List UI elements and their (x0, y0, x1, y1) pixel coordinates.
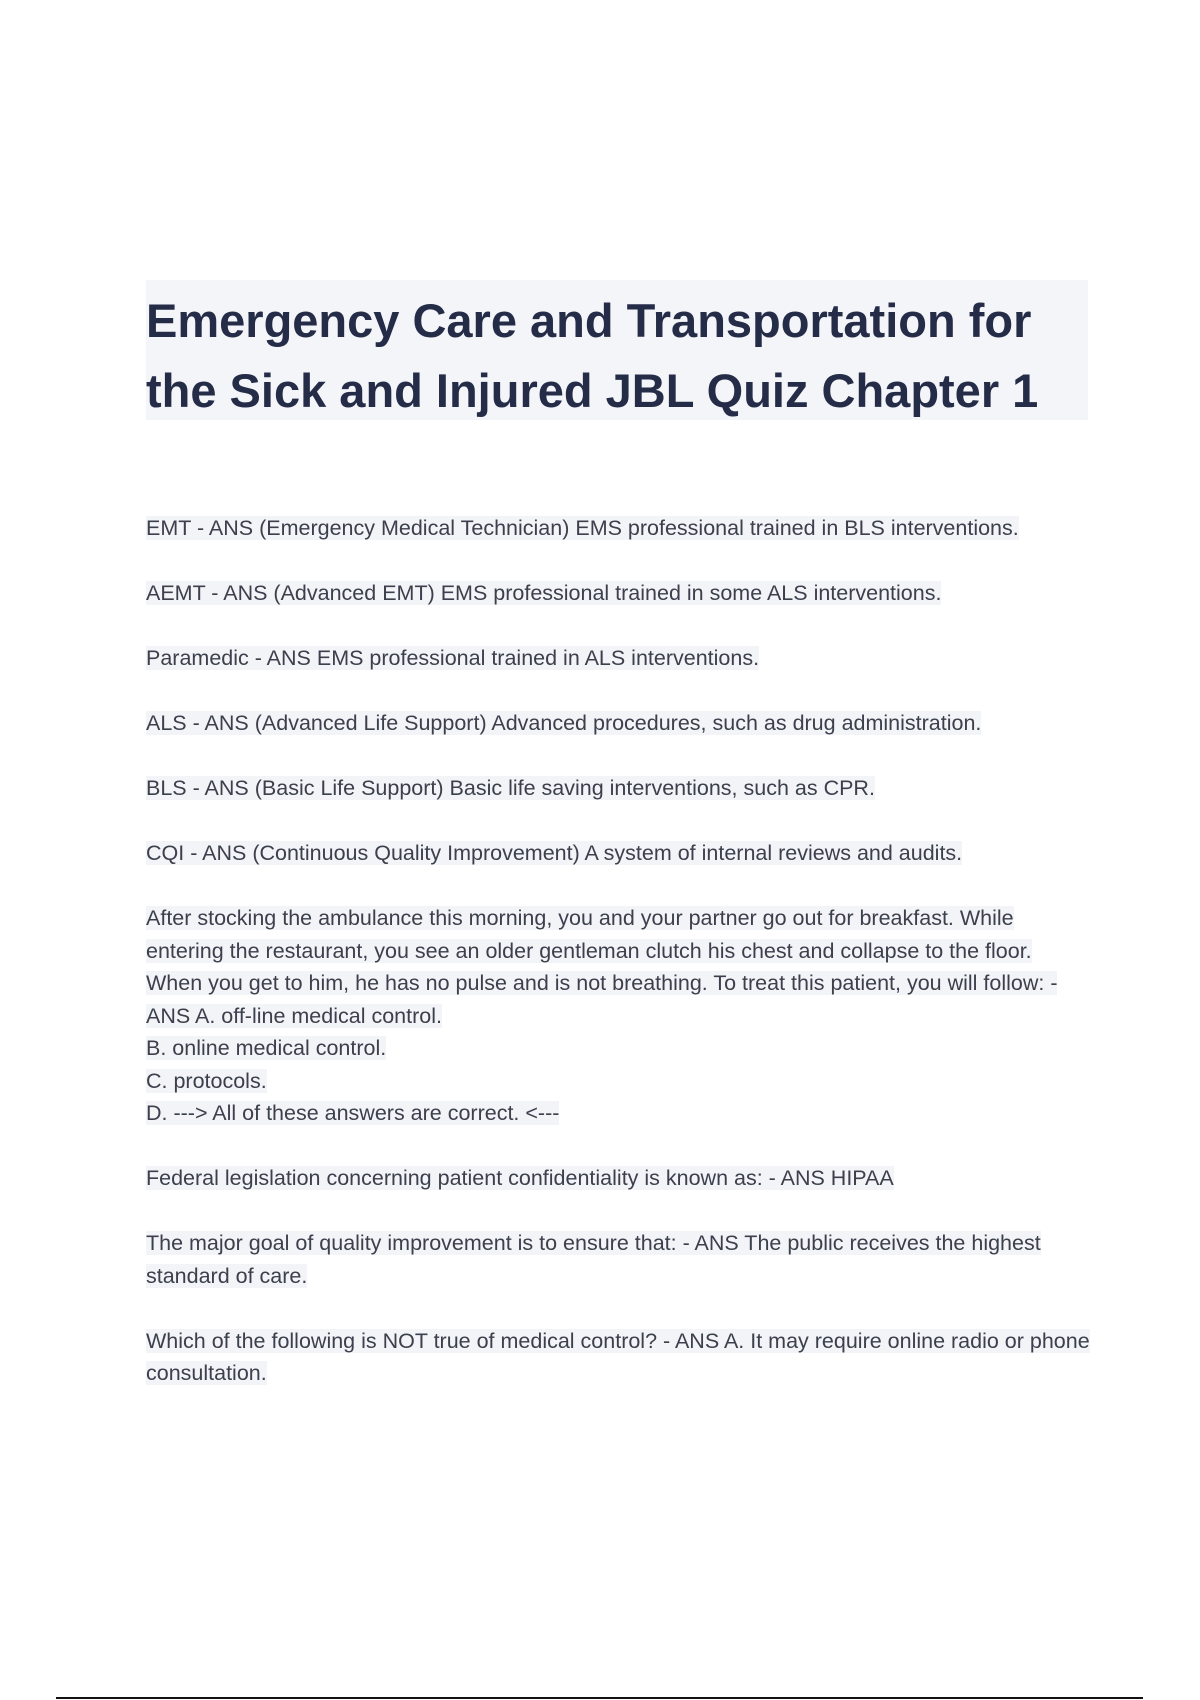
question-option: B. online medical control. (146, 1036, 387, 1060)
qa-item (146, 772, 1091, 805)
question-option: C. protocols. (146, 1068, 267, 1093)
question-option: D. ---> All of these answers are correct. <--- (146, 1101, 560, 1125)
document-title: Emergency Care and Transportation for the Sick and Injured JBL Quiz Chapter 1 (146, 294, 1039, 417)
qa-question (146, 902, 1091, 1130)
qa-item (146, 1162, 1091, 1195)
qa-text: AEMT - ANS (Advanced EMT) EMS professional trained in some ALS interventions. (146, 581, 942, 605)
question-stem: After stocking the ambulance this morning, you and your partner go out for breakfast. While entering the restaurant, you see an older gentleman clutch his chest and collapse to the floor. When you get to him, he has no pulse and is not breathing. To treat this patient, you will follow: - ANS A. off-line medical control. (146, 906, 1058, 1028)
qa-text: Which of the following is NOT true of medical control? - ANS A. It may require online radio or phone consultation. (146, 1328, 1090, 1385)
qa-item (146, 642, 1091, 675)
qa-item (146, 1227, 1091, 1292)
qa-text: Federal legislation concerning patient confidentiality is known as: - ANS HIPAA (146, 1166, 894, 1190)
qa-item (146, 512, 1091, 545)
qa-item (146, 837, 1091, 870)
page-bottom-rule (56, 1697, 1143, 1699)
qa-text: ALS - ANS (Advanced Life Support) Advanced procedures, such as drug administration. (146, 711, 982, 735)
qa-item (146, 577, 1091, 610)
document-body (146, 512, 1091, 1422)
qa-text: BLS - ANS (Basic Life Support) Basic life saving interventions, such as CPR. (146, 776, 875, 800)
qa-text: CQI - ANS (Continuous Quality Improvement) A system of internal reviews and audits. (146, 841, 963, 865)
qa-text: Paramedic - ANS EMS professional trained in ALS interventions. (146, 646, 760, 670)
qa-text: EMT - ANS (Emergency Medical Technician) EMS professional trained in BLS interventions. (146, 516, 1019, 540)
qa-item (146, 1325, 1091, 1390)
title-block (146, 280, 1088, 420)
qa-item (146, 707, 1091, 740)
qa-text: The major goal of quality improvement is to ensure that: - ANS The public receives the highest standard of care. (146, 1231, 1041, 1288)
